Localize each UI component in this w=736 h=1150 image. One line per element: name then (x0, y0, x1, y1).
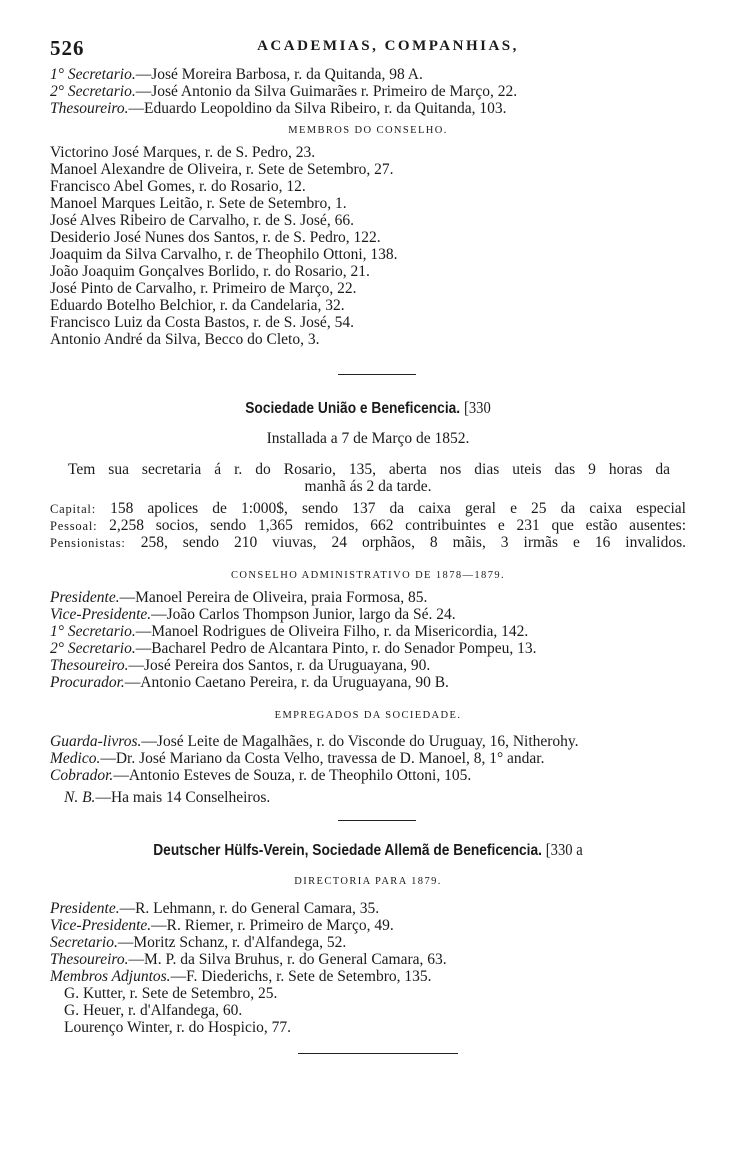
council-line: Thesoureiro.—José Pereira dos Santos, r. da Uruguayana, 90. (50, 657, 431, 674)
note-line: N. B.—Ha mais 14 Conselheiros. (64, 789, 271, 806)
council-line: Presidente.—Manoel Pereira de Oliveira, praia Formosa, 85. (50, 589, 428, 606)
member-line: José Alves Ribeiro de Carvalho, r. de S. José, 66. (50, 212, 354, 229)
directory-heading: DIRECTORIA PARA 1879. (294, 876, 442, 887)
member-line: Eduardo Botelho Belchior, r. da Candelaria, 32. (50, 297, 345, 314)
secretariat-line-2: manhã ás 2 da tarde. (304, 478, 432, 495)
council-line: Procurador.—Antonio Caetano Pereira, r. da Uruguayana, 90 B. (50, 674, 449, 691)
section-title: Sociedade União e Beneficencia. [330 (245, 398, 491, 417)
page-header (50, 36, 686, 58)
adjunct-line: G. Kutter, r. Sete de Setembro, 25. (64, 985, 278, 1002)
member-line: Manoel Alexandre de Oliveira, r. Sete de Setembro, 27. (50, 161, 394, 178)
member-line: Victorino José Marques, r. de S. Pedro, 23. (50, 144, 316, 161)
council-heading: CONSELHO ADMINISTRATIVO DE 1878—1879. (230, 570, 506, 581)
directory-line: Thesoureiro.—M. P. da Silva Bruhus, r. do General Camara, 63. (50, 951, 447, 968)
member-line: Francisco Abel Gomes, r. do Rosario, 12. (50, 178, 306, 195)
adjunct-line: Lourenço Winter, r. do Hospicio, 77. (64, 1019, 292, 1036)
council-line: Vice-Presidente.—João Carlos Thompson Junior, largo da Sé. 24. (50, 606, 456, 623)
directory-line: Membros Adjuntos.—F. Diederichs, r. Sete de Setembro, 135. (50, 968, 432, 985)
directory-line: Presidente.—R. Lehmann, r. do General Camara, 35. (50, 900, 380, 917)
section-title: Deutscher Hülfs-Verein, Sociedade Allemã de Beneficencia. [330 a (153, 840, 583, 859)
members-heading: MEMBROS DO CONSELHO. (288, 125, 448, 136)
officer-line: 1° Secretario.—José Moreira Barbosa, r. da Quitanda, 98 A. (50, 66, 423, 83)
member-line: Joaquim da Silva Carvalho, r. de Theophilo Ottoni, 138. (50, 246, 398, 263)
secretariat-line: Tem sua secretaria á r. do Rosario, 135, aberta nos dias uteis das 9 horas da (68, 461, 670, 478)
council-line: 1° Secretario.—Manoel Rodrigues de Oliveira Filho, r. da Misericordia, 142. (50, 623, 529, 640)
employee-line: Cobrador.—Antonio Esteves de Souza, r. de Theophilo Ottoni, 105. (50, 767, 472, 784)
member-line: Desiderio José Nunes dos Santos, r. de S. Pedro, 122. (50, 229, 381, 246)
member-line: Francisco Luiz da Costa Bastos, r. de S. José, 54. (50, 314, 354, 331)
member-line: Antonio André da Silva, Becco do Cleto, 3. (50, 331, 320, 348)
adjunct-line: G. Heuer, r. d'Alfandega, 60. (64, 1002, 243, 1019)
pensionistas-line: Pensionistas: 258, sendo 210 viuvas, 24 orphãos, 8 mãis, 3 irmãs e 16 invalidos. (50, 534, 687, 551)
installed-line: Installada a 7 de Março de 1852. (266, 430, 470, 447)
divider-rule (338, 820, 416, 821)
member-line: João Joaquim Gonçalves Borlido, r. do Rosario, 21. (50, 263, 370, 280)
employee-line: Guarda-livros.—José Leite de Magalhães, r. do Visconde do Uruguay, 16, Nitherohy. (50, 733, 579, 750)
member-line: Manoel Marques Leitão, r. Sete de Setembro, 1. (50, 195, 347, 212)
directory-line: Secretario.—Moritz Schanz, r. d'Alfandega, 52. (50, 934, 347, 951)
pessoal-line: Pessoal: 2,258 socios, sendo 1,365 remidos, 662 contribuintes e 231 que estão ausentes: (50, 517, 687, 534)
officer-line: 2° Secretario.—José Antonio da Silva Guimarães r. Primeiro de Março, 22. (50, 83, 518, 100)
capital-line: Capital: 158 apolices de 1:000$, sendo 137 da caixa geral e 25 da caixa especial (50, 500, 686, 517)
employees-heading: EMPREGADOS DA SOCIEDADE. (274, 710, 462, 721)
employee-line: Medico.—Dr. José Mariano da Costa Velho, travessa de D. Manoel, 8, 1° andar. (50, 750, 545, 767)
council-line: 2° Secretario.—Bacharel Pedro de Alcantara Pinto, r. do Senador Pompeu, 13. (50, 640, 537, 657)
running-title: ACADEMIAS, COMPANHIAS, (257, 38, 519, 54)
directory-line: Vice-Presidente.—R. Riemer, r. Primeiro de Março, 49. (50, 917, 394, 934)
page-number: 526 (50, 36, 85, 60)
divider-rule (338, 374, 416, 375)
officer-line: Thesoureiro.—Eduardo Leopoldino da Silva Ribeiro, r. da Quitanda, 103. (50, 100, 507, 117)
divider-rule (298, 1053, 458, 1054)
member-line: José Pinto de Carvalho, r. Primeiro de Março, 22. (50, 280, 357, 297)
